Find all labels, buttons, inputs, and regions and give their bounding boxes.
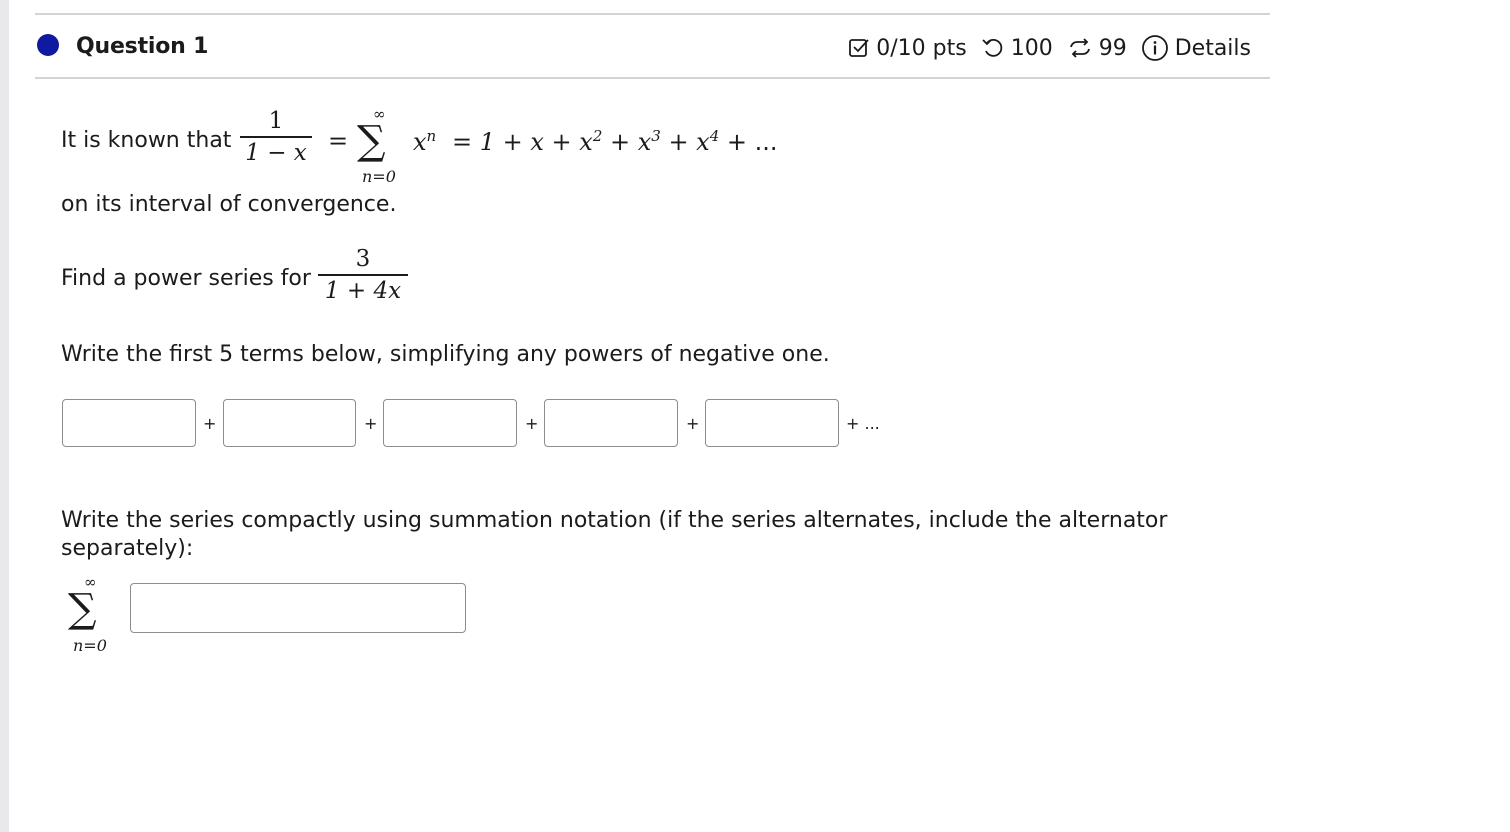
find-lead: Find a power series for — [61, 266, 311, 291]
fraction-denominator: 1 + 4x — [324, 277, 402, 304]
summation-instruction-line1: Write the series compactly using summation notation (if the series alternates, include the alternator — [61, 508, 1168, 533]
trailing-ellipsis: + ... — [846, 414, 880, 433]
plus-sign: + — [525, 414, 539, 433]
sum-upper-limit: ∞ — [373, 105, 386, 123]
term-1-input[interactable] — [62, 399, 196, 447]
intro-line-2: on its interval of convergence. — [61, 192, 397, 217]
top-divider — [35, 13, 1270, 15]
score-text: 0/10 pts — [876, 35, 967, 61]
term-3-input[interactable] — [383, 399, 517, 447]
plus-sign: + — [364, 414, 378, 433]
undo-icon — [981, 37, 1005, 59]
retries-text: 99 — [1098, 35, 1127, 61]
details-link[interactable]: Details — [1174, 35, 1251, 61]
answer-summation-symbol: ∑ — [68, 586, 97, 632]
terms-instruction: Write the first 5 terms below, simplifying any powers of negative one. — [61, 342, 830, 367]
attempts-text: 100 — [1010, 35, 1053, 61]
term-2-input[interactable] — [223, 399, 356, 447]
left-edge-bar — [0, 0, 9, 832]
answer-sum-upper-limit: ∞ — [84, 573, 97, 591]
fraction-denominator: 1 − x — [245, 139, 307, 166]
fraction-numerator: 1 — [268, 108, 284, 134]
x-power-n: $x^n$ — [413, 127, 437, 156]
info-icon[interactable] — [1141, 34, 1169, 62]
equals-sign: = — [328, 127, 349, 155]
question-status-dot — [37, 34, 59, 56]
fraction-numerator: 3 — [355, 246, 371, 272]
checkbox-icon — [848, 37, 870, 59]
intro-lead: It is known that — [61, 128, 232, 153]
summation-instruction-line2: separately): — [61, 536, 194, 561]
question-title: Question 1 — [76, 34, 209, 59]
term-4-input[interactable] — [544, 399, 678, 447]
summation-input[interactable] — [130, 583, 466, 633]
plus-sign: + — [203, 414, 217, 433]
series-expansion: = $1 + x + x^2 + x^3 + x^4$ + ... — [452, 127, 778, 156]
sum-lower-limit: n=0 — [362, 167, 396, 186]
question-meta — [848, 34, 1251, 62]
fraction-three-over-one-plus-4x — [318, 244, 408, 306]
term-5-input[interactable] — [705, 399, 839, 447]
fraction-one-over-one-minus-x — [240, 106, 312, 168]
header-divider — [35, 77, 1270, 79]
answer-sum-lower-limit: n=0 — [73, 636, 107, 655]
summation-symbol: ∑ — [357, 118, 386, 164]
plus-sign: + — [686, 414, 700, 433]
retry-icon — [1067, 37, 1093, 59]
